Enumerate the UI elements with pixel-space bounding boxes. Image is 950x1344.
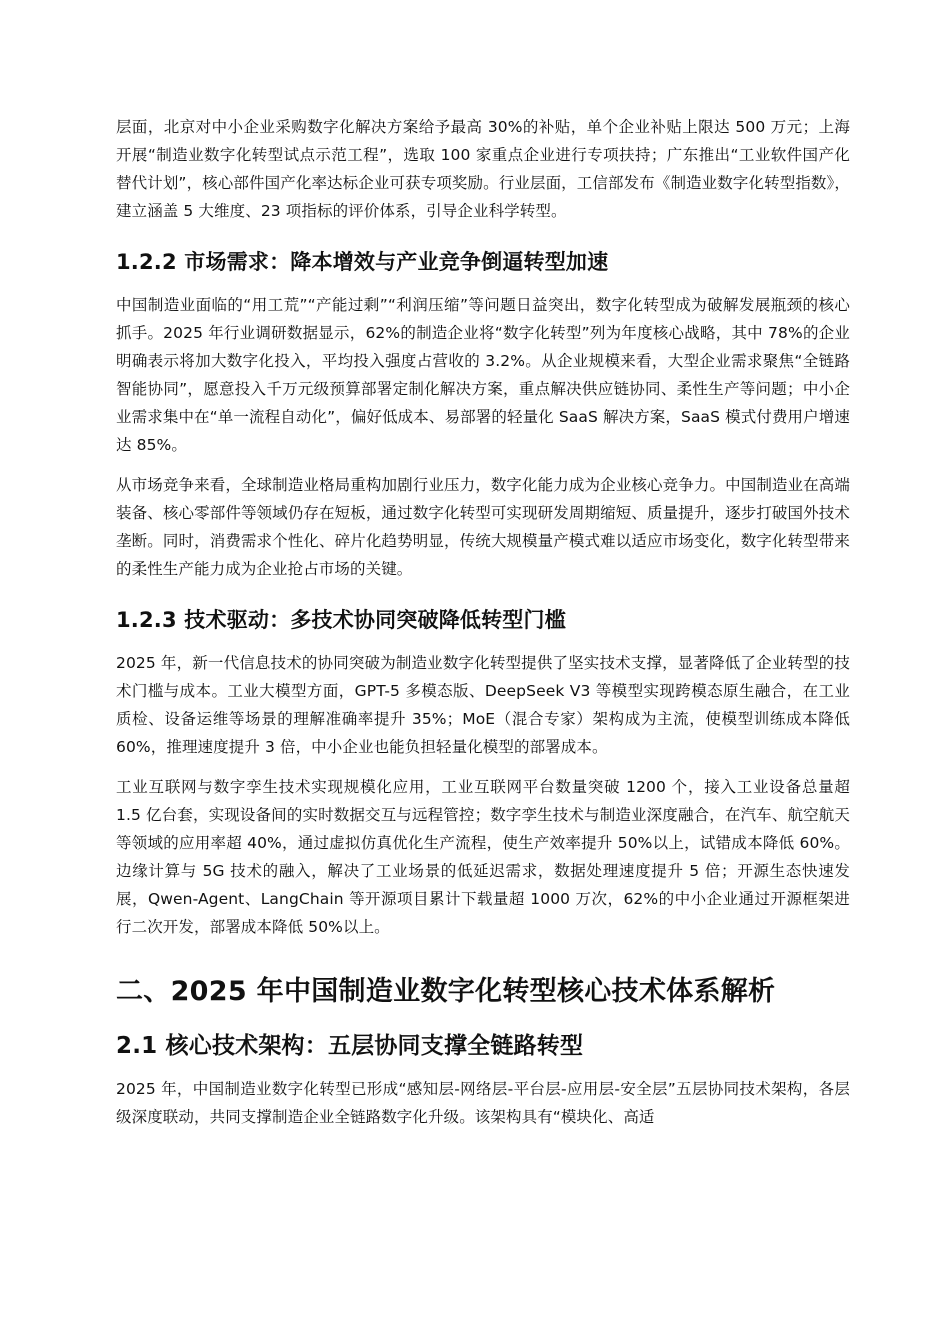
paragraph-market-competition: 从市场竞争来看，全球制造业格局重构加剧行业压力，数字化能力成为企业核心竞争力。中国制造业在高端装备、核心零部件等领域仍存在短板，通过数字化转型可实现研发周期缩短、质量提升，逐步打破国外技术垄断。同时，消费需求个性化、碎片化趋势明显，传统大规模量产模式难以适应市场变化，数字化转型带来的柔性生产能力成为企业抢占市场的关键。 — [116, 476, 850, 578]
paragraph-industrial-internet: 工业互联网与数字孪生技术实现规模化应用，工业互联网平台数量突破 1200 个，接入工业设备总量超 1.5 亿台套，实现设备间的实时数据交互与远程管控；数字孪生技术与制造业深度融合，在汽车、航空航天等领域的应用率超 40%，通过虚拟仿真优化生产流程，使生产效率提升 50%以上，试错成本降低 60%。边缘计算与 5G 技术的融入，解决了工业场景的低延迟需求，数据处理速度提升 5 倍；开源生态快速发展，Qwen-Agent、LangChain 等开源项目累计下载量超 1000 万次，62%的中小企业通过开源框架进行二次开发，部署成本降低 50%以上。 — [116, 778, 850, 936]
paragraph-five-layer-architecture: 2025 年，中国制造业数字化转型已形成“感知层-网络层-平台层-应用层-安全层”五层协同技术架构，各层级深度联动，共同支撑制造企业全链路数字化升级。该架构具有“模块化、高适 — [116, 1080, 850, 1126]
paragraph-policy-support: 层面，北京对中小企业采购数字化解决方案给予最高 30%的补贴，单个企业补贴上限达 500 万元；上海开展“制造业数字化转型试点示范工程”，选取 100 家重点企业进行专项扶持；广东推出“工业软件国产化替代计划”，核心部件国产化率达标企业可获专项奖励。行业层面，工信部发布《制造业数字化转型指数》，建立涵盖 5 大维度、23 项指标的评价体系，引导企业科学转型。 — [116, 118, 850, 220]
paragraph-market-demand-survey: 中国制造业面临的“用工荒”“产能过剩”“利润压缩”等问题日益突出，数字化转型成为破解发展瓶颈的核心抓手。2025 年行业调研数据显示，62%的制造企业将“数字化转型”列为年度核心战略，其中 78%的企业明确表示将加大数字化投入，平均投入强度占营收的 3.2%。从企业规模来看，大型企业需求聚焦“全链路智能协同”，愿意投入千万元级预算部署定制化解决方案，重点解决供应链协同、柔性生产等问题；中小企业需求集中在“单一流程自动化”，偏好低成本、易部署的轻量化 SaaS 解决方案，SaaS 模式付费用户增速达 85%。 — [116, 296, 850, 454]
heading-chapter-2: 二、2025 年中国制造业数字化转型核心技术体系解析 — [116, 976, 776, 1007]
heading-1-2-2-market-demand: 1.2.2 市场需求：降本增效与产业竞争倒逼转型加速 — [116, 250, 609, 274]
paragraph-industrial-llm: 2025 年，新一代信息技术的协同突破为制造业数字化转型提供了坚实技术支撑，显著降低了企业转型的技术门槛与成本。工业大模型方面，GPT-5 多模态版、DeepSeek V3 等模型实现跨模态原生融合，在工业质检、设备运维等场景的理解准确率提升 35%；MoE（混合专家）架构成为主流，使模型训练成本降低 60%，推理速度提升 3 倍，中小企业也能负担轻量化模型的部署成本。 — [116, 654, 850, 756]
heading-1-2-3-tech-drivers: 1.2.3 技术驱动：多技术协同突破降低转型门槛 — [116, 608, 566, 632]
heading-2-1-core-architecture: 2.1 核心技术架构：五层协同支撑全链路转型 — [116, 1033, 584, 1059]
